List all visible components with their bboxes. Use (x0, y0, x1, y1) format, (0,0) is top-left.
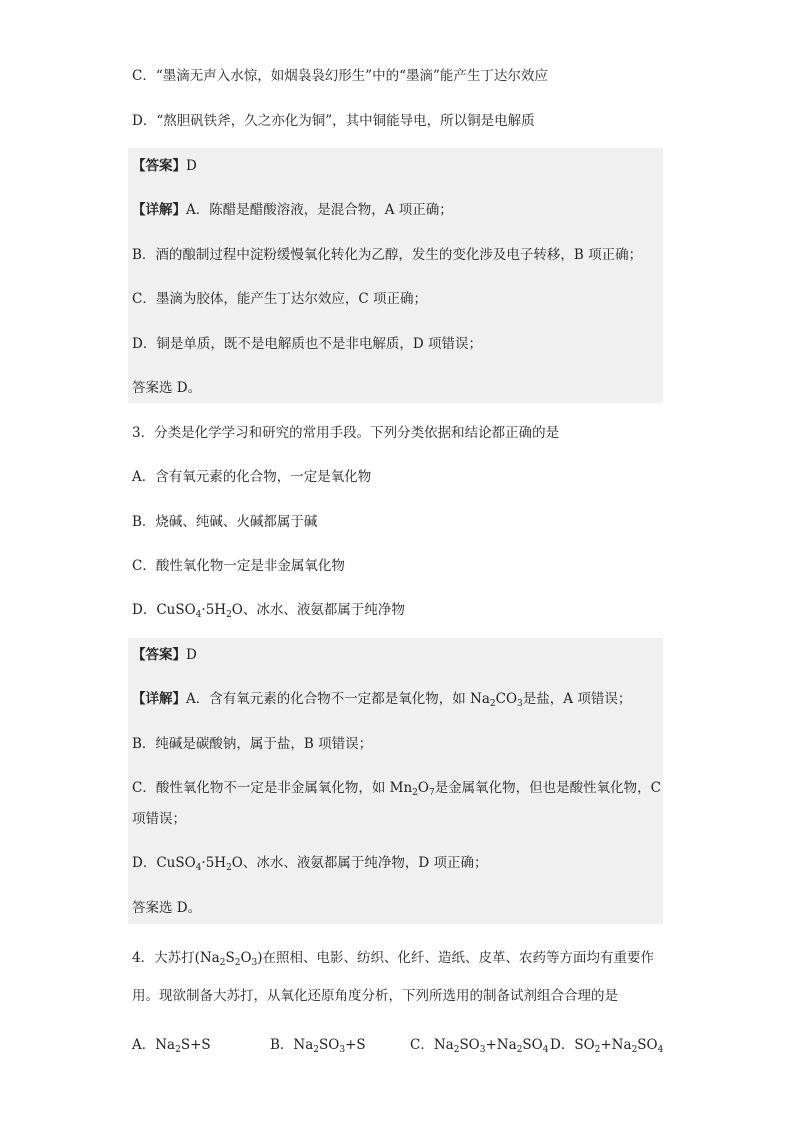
q3-option-b: B．烧碱、纯碱、火碱都属于碱 (132, 514, 318, 530)
q4-stem-line2: 用。现欲制备大苏打，从氧化还原角度分析，下列所选用的制备试剂组合合理的是 (132, 988, 618, 1004)
q4-option-b-sub: 3 (339, 1045, 346, 1055)
q4-option-c-text: +Na (485, 1037, 517, 1053)
q4-option-d-text: +Na (600, 1037, 632, 1053)
q3-option-a: A．含有氧元素的化合物，一定是氧化物 (132, 469, 372, 485)
q4-option-a-text: S+S (180, 1037, 211, 1053)
q4-option-a (132, 1035, 211, 1055)
q3-explain-c-line2: 项错误； (132, 811, 186, 827)
q3-conclusion: 答案选 D。 (132, 900, 202, 916)
q3-answer-tag: 【答案】 (132, 647, 186, 663)
q4-option-d-text: D．SO (550, 1037, 595, 1053)
q3-option-d-text: D．CuSO (132, 602, 196, 618)
q4-stem-sub: 3 (251, 958, 258, 968)
q4-option-a-text: A．Na (132, 1037, 176, 1053)
q3-explain-d-sub: 4 (195, 863, 202, 873)
q4-option-c-text: C．Na (410, 1037, 454, 1053)
q2-option-c: C．“墨滴无声入水惊，如烟袅袅幻形生”中的“墨滴”能产生丁达尔效应 (132, 68, 548, 84)
q4-option-b-text: SO (319, 1037, 340, 1053)
q3-answer-line (132, 645, 672, 665)
q2-explain-c: C．墨滴为胶体，能产生丁达尔效应，C 项正确； (132, 291, 427, 307)
q3-explain-d-text: D．CuSO (132, 855, 196, 871)
q4-option-b-text: B．Na (270, 1037, 314, 1053)
q4-option-c-sub: 2 (516, 1045, 523, 1055)
q3-explain-d-sub: 2 (226, 863, 232, 873)
q2-explain-tag: 【详解】 (132, 202, 186, 218)
q4-option-c-sub: 3 (479, 1045, 486, 1055)
q4-option-d-sub: 2 (631, 1045, 638, 1055)
q3-option-d (132, 600, 672, 620)
q4-stem-line1 (132, 948, 672, 968)
q3-explain-c-text: 是金属氧化物，但也是酸性氧化物，C (434, 780, 662, 796)
q2-answer-line (132, 156, 672, 176)
q4-option-b-sub: 2 (313, 1045, 320, 1055)
q3-option-c: C．酸性氧化物一定是非金属氧化物 (132, 558, 345, 574)
q4-stem-sub: 2 (234, 958, 241, 968)
q4-option-c-sub: 2 (453, 1045, 460, 1055)
q3-option-d-text: ·5H (201, 602, 227, 618)
q2-answer-value: D (186, 158, 197, 174)
q3-explain-d-text: O、冰水、液氨都属于纯净物，D 项正确； (231, 855, 488, 871)
q3-explain-a-text: CO (495, 691, 518, 707)
q3-option-d-sub: 2 (226, 610, 232, 620)
q4-option-c-text: SO (522, 1037, 543, 1053)
q4-stem-sub: 2 (219, 958, 226, 968)
q3-explain-c-text: O (417, 780, 429, 796)
q3-explain-c-line (132, 778, 672, 798)
q3-explain-tag: 【详解】 (132, 691, 186, 707)
q3-option-d-sub: 4 (195, 610, 202, 620)
q4-option-d-sub: 4 (657, 1045, 664, 1055)
q3-explain-c-text: C．酸性氧化物不一定是非金属氧化物，如 Mn (132, 780, 413, 796)
q3-explain-d-line (132, 853, 672, 873)
q3-explain-c-sub: 7 (428, 788, 435, 798)
q2-explain-d: D．铜是单质，既不是电解质也不是非电解质，D 项错误； (132, 336, 482, 352)
q3-option-d-text: O、冰水、液氨都属于纯净物 (231, 602, 405, 618)
q2-conclusion: 答案选 D。 (132, 380, 202, 396)
q4-option-c-sub: 4 (542, 1045, 549, 1055)
q3-explain-a-sub: 3 (517, 699, 523, 709)
q4-option-b-text: +S (345, 1037, 366, 1053)
q2-answer-block (128, 148, 663, 403)
q3-explain-a-text: A．含有氧元素的化合物不一定都是氧化物，如 Na (186, 691, 490, 707)
q2-option-d: D．“熬胆矾铁斧，久之亦化为铜”，其中铜能导电，所以铜是电解质 (132, 113, 535, 129)
q2-explain-b: B．酒的酿制过程中淀粉缓慢氧化转化为乙醇，发生的变化涉及电子转移，B 项正确； (132, 247, 643, 263)
q3-explain-b: B．纯碱是碳酸钠，属于盐，B 项错误； (132, 736, 373, 752)
q4-option-c (410, 1035, 548, 1055)
q4-stem-text: )在照相、电影、纺织、化纤、造纸、皮革、农药等方面均有重要作 (257, 950, 655, 966)
q3-explain-c-sub: 2 (412, 788, 418, 798)
q3-explain-d-text: ·5H (201, 855, 227, 871)
q4-stem-text: 4．大苏打(Na (132, 950, 220, 966)
q2-answer-tag: 【答案】 (132, 158, 186, 174)
q3-answer-value: D (186, 647, 197, 663)
q3-explain-a-text: 是盐，A 项错误； (522, 691, 632, 707)
q4-stem-text: S (225, 950, 235, 966)
q3-stem: 3．分类是化学学习和研究的常用手段。下列分类依据和结论都正确的是 (132, 425, 560, 441)
q4-option-b (270, 1035, 366, 1055)
q2-explain-a: A．陈醋是醋酸溶液，是混合物，A 项正确； (186, 202, 453, 218)
q4-option-a-sub: 2 (175, 1045, 181, 1055)
q4-option-d-text: SO (637, 1037, 658, 1053)
q4-option-c-text: SO (459, 1037, 480, 1053)
q3-explain-a-sub: 2 (489, 699, 496, 709)
q2-explain-a-line (132, 200, 672, 220)
q4-option-d (550, 1035, 663, 1055)
q4-stem-text: O (240, 950, 252, 966)
q4-option-d-sub: 2 (594, 1045, 601, 1055)
q3-explain-a-line (132, 689, 672, 709)
